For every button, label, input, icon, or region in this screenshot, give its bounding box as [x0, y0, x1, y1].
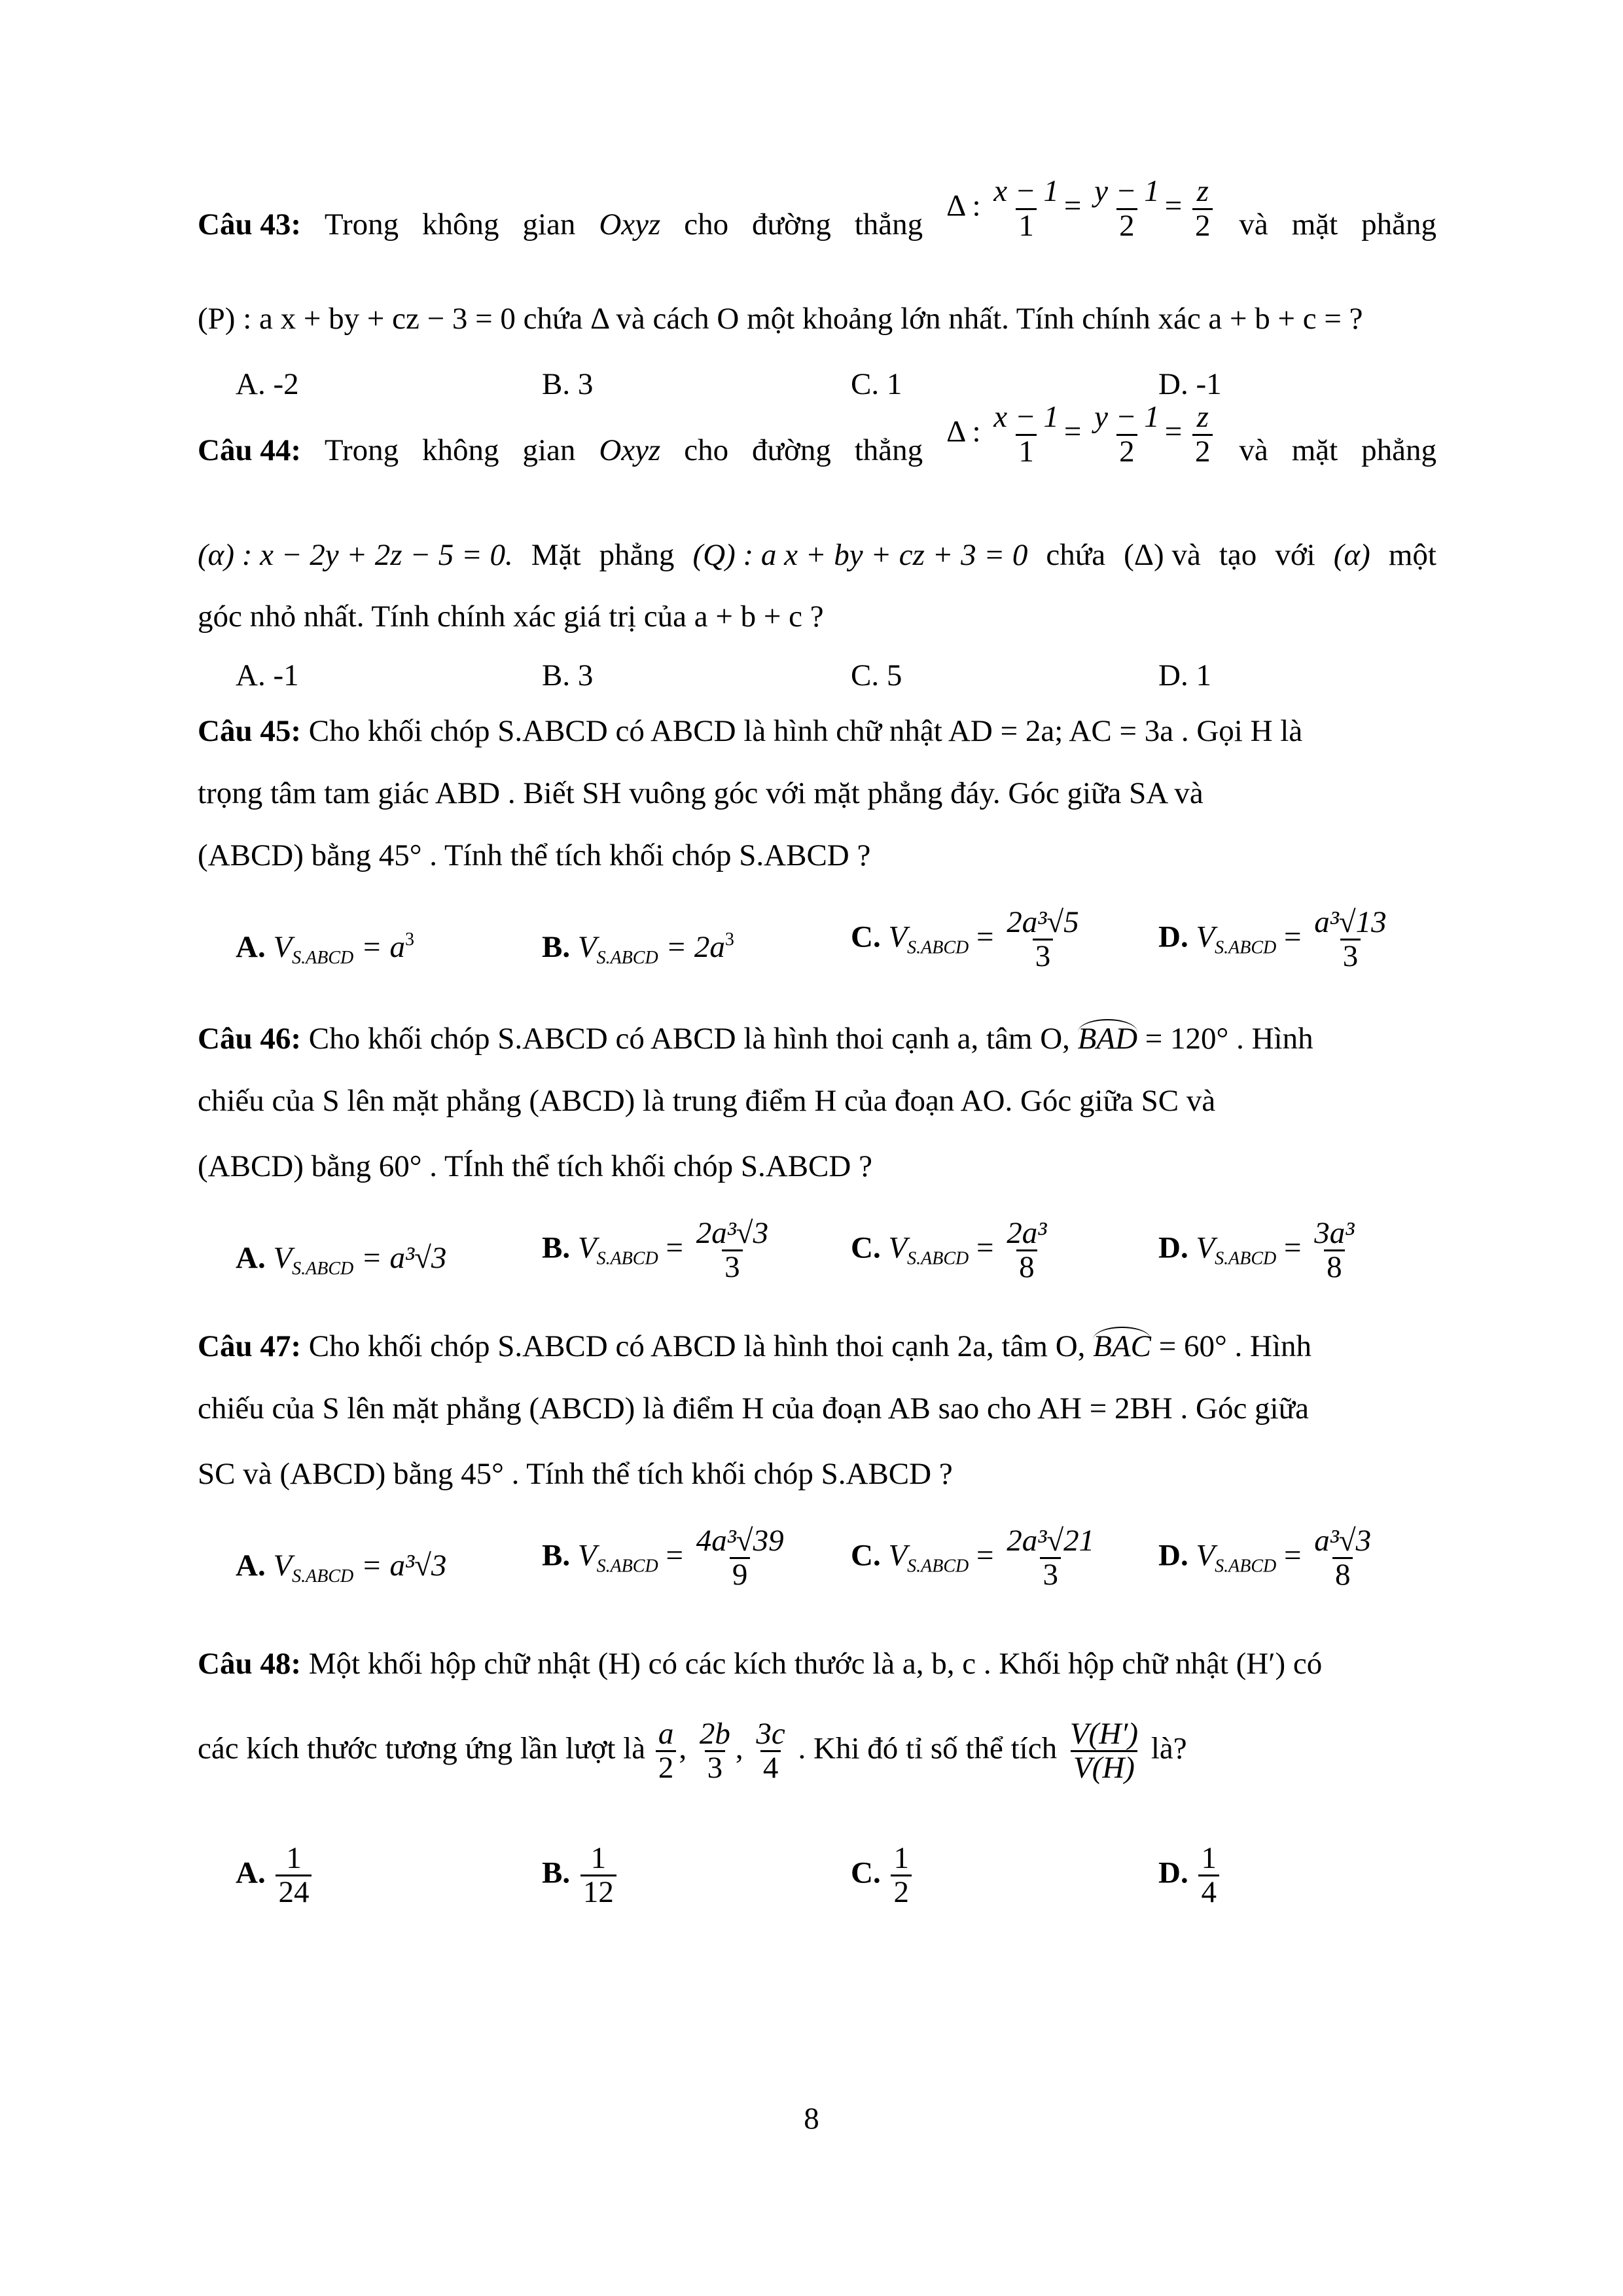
q44-word: (Δ) và — [1124, 538, 1201, 572]
q44-answer-d: D. 1 — [1158, 658, 1211, 692]
q43-word: đường — [752, 207, 831, 242]
q43-oxyz: Oxyz — [599, 207, 661, 242]
q48-answer-c: C. $\frac{1}{2}$ — [851, 1842, 914, 1909]
q48-answer-d: D. $\frac{1}{4}$ — [1158, 1842, 1222, 1909]
q46-text: Cho khối chóp S.ABCD có ABCD là hình thoi cạnh a, tâm O, — [308, 1022, 1070, 1056]
q45-line2: trọng tâm tam giác ABD . Biết SH vuông góc với mặt phẳng đáy. Góc giữa SA và — [198, 776, 1204, 810]
q47-line3: SC và (ABCD) bằng 45° . Tính thể tích khối chóp S.ABCD ? — [198, 1457, 953, 1491]
q47-answer-a: A. $V_{S.ABCD} = a^3√3$ — [236, 1549, 447, 1587]
q45-answer-c: C. $V_{S.ABCD}$ = $\frac{\text{2a³√5}}{3}$ — [851, 905, 1079, 974]
q46-line3: (ABCD) bằng 60° . TÍnh thể tích khối chóp S.ABCD ? — [198, 1149, 872, 1183]
q44-word: cho — [684, 433, 729, 467]
q48-label: Câu 48: — [198, 1647, 301, 1681]
q43-label: Câu 43: — [198, 207, 301, 242]
q48-text-mid: . Khi đó tỉ số thể tích — [798, 1731, 1058, 1766]
q45-answer-a: A. $V_{S.ABCD} = a^3$ — [236, 929, 414, 968]
q44-word: đường — [752, 433, 831, 467]
q44-line2 — [198, 533, 1436, 573]
q44-word: phẳng — [1361, 433, 1436, 467]
q45-answer-d: D. $V_{S.ABCD}$ = $\frac{\text{a³√13}}{3}$ — [1158, 905, 1387, 974]
q47-line2: chiếu của S lên mặt phẳng (ABCD) là điểm H của đoạn AB sao cho AH = 2BH . Góc giữa — [198, 1391, 1309, 1426]
q46-text-tail: = 120° . Hình — [1145, 1022, 1313, 1056]
q48-text-pre: các kích thước tương ứng lần lượt là — [198, 1731, 646, 1766]
q46-answer-a: A. $V_{S.ABCD} = a^3√3$ — [236, 1241, 447, 1279]
q44-oxyz: Oxyz — [599, 433, 661, 467]
q48-line1 — [198, 1646, 1436, 1685]
q44-answer-b: B. 3 — [542, 658, 594, 692]
q44-word: và — [1239, 433, 1268, 467]
q44-answer-c: C. 5 — [851, 658, 902, 692]
q44-line3: góc nhỏ nhất. Tính chính xác giá trị của a + b + c ? — [198, 600, 824, 634]
q48-answer-a: A. $\frac{1}{24}$ — [236, 1842, 314, 1909]
q46-line1 — [198, 1021, 1436, 1060]
q44-answer-a: A. -1 — [236, 658, 299, 692]
q47-answer-d: D. $V_{S.ABCD}$ = $\frac{\text{a³√3}}{8}$ — [1158, 1524, 1372, 1592]
q43-word: phẳng — [1361, 207, 1436, 242]
q44-word: gian — [522, 433, 576, 467]
q43-answer-b: B. 3 — [542, 367, 594, 401]
q46-angle-arc: BAD — [1078, 1019, 1137, 1056]
q44-word: chứa — [1046, 538, 1106, 572]
q47-angle-arc: BAC — [1093, 1327, 1151, 1363]
q44-word: với — [1275, 538, 1315, 572]
q43-word: không — [422, 207, 499, 242]
q47-label: Câu 47: — [198, 1329, 301, 1363]
q44-word: tạo — [1219, 538, 1257, 572]
q45-answer-b: B. $V_{S.ABCD} = 2a^3$ — [542, 929, 734, 968]
q46-label: Câu 46: — [198, 1022, 301, 1056]
q43-word: gian — [522, 207, 576, 242]
q46-answer-b: B. $V_{S.ABCD}$ = $\frac{\text{2a³√3}}{3}$ — [542, 1216, 769, 1285]
q43-answer-d: D. -1 — [1158, 367, 1222, 401]
q44-alpha: (α) — [1333, 538, 1370, 572]
q43-line1 — [198, 174, 1436, 243]
q48-text-post: là? — [1150, 1731, 1187, 1766]
q45-line3: (ABCD) bằng 45° . Tính thể tích khối chóp S.ABCD ? — [198, 838, 871, 872]
q44-word: thẳng — [854, 433, 923, 467]
q43-word: Trong — [324, 207, 399, 242]
q44-word: mặt — [1291, 433, 1338, 467]
q44-word: không — [422, 433, 499, 467]
q43-word: mặt — [1291, 207, 1338, 242]
q44-word: một — [1388, 538, 1436, 572]
q44-q-plane: (Q) : a x + by + cz + 3 = 0 — [692, 538, 1028, 572]
q43-answer-c: C. 1 — [851, 367, 902, 401]
q44-word: Mặt — [531, 538, 581, 572]
q43-line-equation: Δ : $\frac{x - 1}{1}$ = $\frac{y - 1}{2}$ = $\frac{z}{2}$ — [946, 175, 1215, 242]
q43-word: thẳng — [854, 207, 923, 242]
q48-text: Một khối hộp chữ nhật (H) có các kích thước là a, b, c . Khối hộp chữ nhật (H′) có — [308, 1647, 1323, 1681]
q43-answer-a: A. -2 — [236, 367, 299, 401]
q45-line1 — [198, 713, 1436, 753]
q43-word: và — [1239, 207, 1268, 242]
q44-word: Trong — [324, 433, 399, 467]
q45-text: Cho khối chóp S.ABCD có ABCD là hình chữ nhật AD = 2a; AC = 3a . Gọi H là — [308, 714, 1303, 748]
q46-answer-d: D. $V_{S.ABCD}$ = $\frac{\text{3a³}}{8}$ — [1158, 1216, 1355, 1285]
q48-volume-ratio: $\frac{V(H')}{V(H)}$ — [1069, 1717, 1139, 1785]
q47-line1 — [198, 1329, 1436, 1368]
q43-word: cho — [684, 207, 729, 242]
q44-line-equation: Δ : $\frac{x - 1}{1}$ = $\frac{y - 1}{2}$ = $\frac{z}{2}$ — [946, 401, 1215, 468]
q47-answer-b: B. $V_{S.ABCD}$ = $\frac{\text{4a³√39}}{9}$ — [542, 1524, 784, 1592]
q44-alpha-plane: (α) : x − 2y + 2z − 5 = 0. — [198, 538, 513, 572]
q48-answer-b: B. $\frac{1}{12}$ — [542, 1842, 619, 1909]
q47-answer-c: C. $V_{S.ABCD}$ = $\frac{\text{2a³√21}}{3}$ — [851, 1524, 1095, 1592]
q45-label: Câu 45: — [198, 714, 301, 748]
q44-label: Câu 44: — [198, 433, 301, 467]
q44-word: phẳng — [599, 538, 675, 572]
q48-line2: các kích thước tương ứng lần lượt là $\frac{a}{2}$ , $\frac{2b}{3}$ , $\frac{3c}{4}$ . Khi đó tỉ số thể tích $\frac{V(H')}{V(H)}$ là? — [198, 1717, 1187, 1785]
q44-line1 — [198, 400, 1436, 469]
q46-line2: chiếu của S lên mặt phẳng (ABCD) là trung điểm H của đoạn AO. Góc giữa SC và — [198, 1084, 1216, 1118]
q43-line2: (P) : a x + by + cz − 3 = 0 chứa Δ và cách O một khoảng lớn nhất. Tính chính xác a + b + c = ? — [198, 302, 1363, 336]
q47-text: Cho khối chóp S.ABCD có ABCD là hình thoi cạnh 2a, tâm O, — [308, 1329, 1086, 1363]
q46-answer-c: C. $V_{S.ABCD}$ = $\frac{\text{2a³}}{8}$ — [851, 1216, 1047, 1285]
page-number: 8 — [804, 2102, 819, 2136]
q47-text-tail: = 60° . Hình — [1158, 1329, 1312, 1363]
